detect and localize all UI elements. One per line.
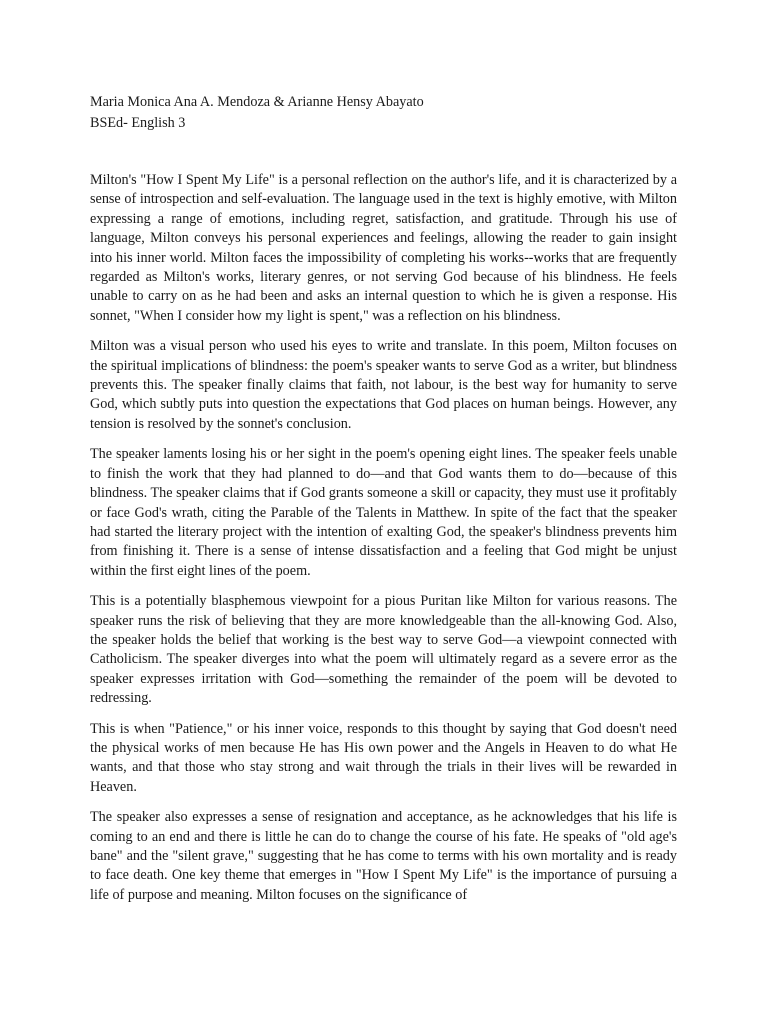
paragraph-4: This is a potentially blasphemous viewpoint for a pious Puritan like Milton for various reasons. The speaker runs the risk of believing that they are more knowledgeable than the all-knowing God. Also, the speaker holds the belief that working is the best way to serve God—a viewpoint connected with Catholicism. The speaker diverges into what the poem will ultimately regard as a severe error as the speaker expresses irritation with God—something the remainder of the poem will be devoted to redressing. — [90, 593, 677, 707]
paragraph-1: Milton's "How I Spent My Life" is a personal reflection on the author's life, and it is characterized by a sense of introspection and self-evaluation. The language used in the text is highly emotive, with Milton expressing a range of emotions, including regret, satisfaction, and gratitude. Through his use of language, Milton conveys his personal experiences and feelings, allowing the reader to gain insight into his inner world. Milton faces the impossibility of completing his works--works that are frequently regarded as Milton's works, literary genres, or not serving God because of his blindness. He feels unable to carry on as he had been and asks an internal question to which he is given a response. His sonnet, "When I consider how my light is spent," was a reflection on his blindness. — [90, 172, 677, 324]
paragraph-3: The speaker laments losing his or her sight in the poem's opening eight lines. The speaker feels unable to finish the work that they had planned to do—and that God wants them to do—because of this blindness. The speaker claims that if God grants someone a skill or capacity, they must use it profitably or face God's wrath, citing the Parable of the Talents in Matthew. In spite of the fact that the speaker had started the literary project with the intention of exalting God, the speaker's blindness prevents him from finishing it. There is a sense of intense dissatisfaction and a feeling that God might be unjust within the first eight lines of the poem. — [90, 446, 677, 579]
author-names: Maria Monica Ana A. Mendoza & Arianne Hensy Abayato — [90, 94, 424, 110]
document-page — [90, 92, 677, 916]
paragraph-2: Milton was a visual person who used his eyes to write and translate. In this poem, Milton focuses on the spiritual implications of blindness: the poem's speaker wants to serve God as a writer, but blindness prevents this. The speaker finally claims that faith, not labour, is the best way for humanity to serve God, which subtly puts into question the expectations that God places on human beings. However, any tension is resolved by the sonnet's conclusion. — [90, 338, 677, 432]
paragraph-6: The speaker also expresses a sense of resignation and acceptance, as he acknowledges that his life is coming to an end and there is little he can do to change the course of his fate. He speaks of "old age's bane" and the "silent grave," suggesting that he has come to terms with his own mortality and is ready to face death. One key theme that emerges in "How I Spent My Life" is the importance of pursuing a life of purpose and meaning. Milton focuses on the significance of — [90, 809, 677, 903]
paragraph-5: This is when "Patience," or his inner voice, responds to this thought by saying that God doesn't need the physical works of men because He has His own power and the Angels in Heaven to do what He wants, and that those who stay strong and wait through the trials in their lives will be rewarded in Heaven. — [90, 720, 677, 795]
header-spacer — [90, 134, 677, 171]
course-label: BSEd- English 3 — [90, 115, 186, 131]
